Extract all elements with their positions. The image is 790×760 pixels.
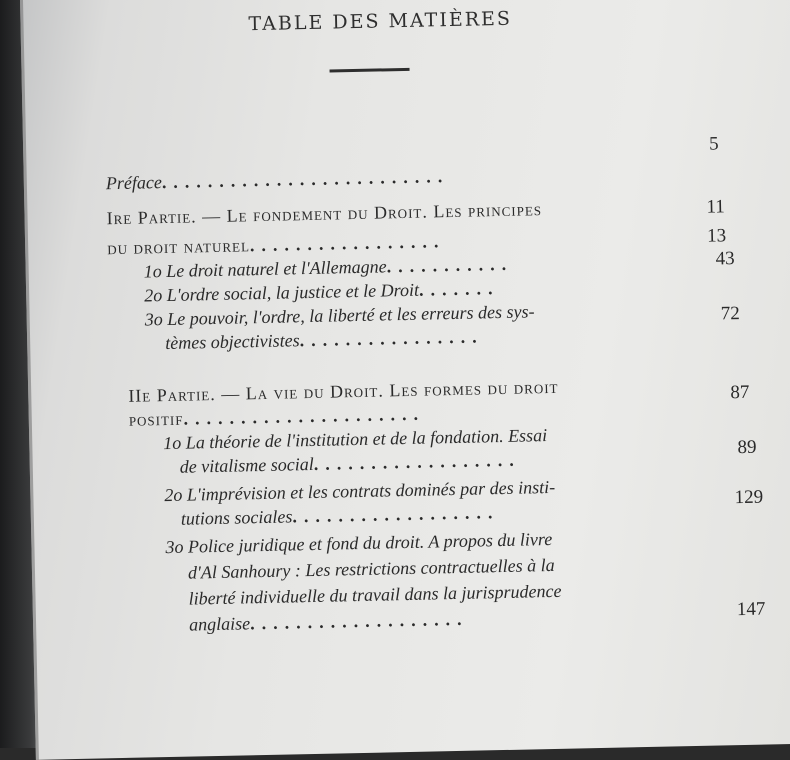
- part2-item-2-line2: tutions sociales..................: [180, 502, 500, 529]
- page-title: TABLE DES MATIÈRES: [248, 7, 513, 36]
- part1-heading-line1: Ire Partie. — Le fondement du Droit. Les principes: [106, 199, 543, 229]
- part2-item-3-line3: liberté individuelle du travail dans la jurisprudence: [188, 580, 562, 609]
- leader-dots: ...........: [386, 253, 514, 277]
- part1-item-3-line2: tèmes objectivistes................: [165, 326, 484, 354]
- leader-dots: ...................: [249, 608, 469, 634]
- leader-dots: ................: [299, 326, 484, 351]
- part2-heading-line2: positif.....................: [128, 403, 426, 430]
- toc-page-preface: 5: [708, 133, 719, 155]
- part1-item-3-line1: 3o Le pouvoir, l'ordre, la liberté et les erreurs des sys-: [144, 301, 535, 330]
- part2-item-3-line1: 3o Police juridique et fond du droit. A propos du livre: [165, 528, 553, 558]
- part1-heading-line2: du droit naturel.................: [107, 231, 446, 259]
- leader-dots: .......: [418, 278, 500, 300]
- part2-item-3-line2: d'Al Sanhoury : Les restrictions contractuelles à la: [187, 554, 555, 583]
- leader-dots: .....................: [183, 403, 426, 429]
- part2-item-1-line1: 1o La théorie de l'institution et de la fondation. Essai: [163, 425, 548, 454]
- leader-dots: ..................: [313, 449, 521, 474]
- part2-heading-line1: IIe Partie. — La vie du Droit. Les formes du droit: [128, 376, 559, 406]
- part1-item-2: 2o L'ordre social, la justice et le Droit.......: [144, 278, 500, 306]
- part2-item-2-page: 129: [734, 486, 764, 509]
- title-rule: [330, 68, 410, 73]
- leader-dots: .........................: [161, 166, 450, 193]
- part2-item-3-line4: anglaise...................: [188, 608, 469, 635]
- part1-page-b: 13: [706, 225, 727, 247]
- part2-page: 87: [730, 381, 750, 404]
- toc-label: Préface: [105, 172, 163, 194]
- part1-item-3-page: 72: [720, 302, 740, 325]
- leader-dots: ..................: [292, 502, 500, 527]
- part2-item-3-page: 147: [736, 598, 766, 621]
- part2-item-1-page: 89: [737, 436, 757, 459]
- part1-item-1-page: 43: [715, 248, 735, 270]
- toc-entry-preface: [106, 166, 450, 194]
- book-page: [20, 0, 790, 760]
- leader-dots: .................: [249, 231, 446, 256]
- part2-item-2-line1: 2o L'imprévision et les contrats dominés par des insti-: [164, 476, 556, 506]
- part1-item-1: 1o Le droit naturel et l'Allemagne...........: [143, 253, 514, 282]
- part1-page-a: 11: [706, 196, 726, 218]
- part2-item-1-line2: de vitalisme social..................: [179, 449, 521, 477]
